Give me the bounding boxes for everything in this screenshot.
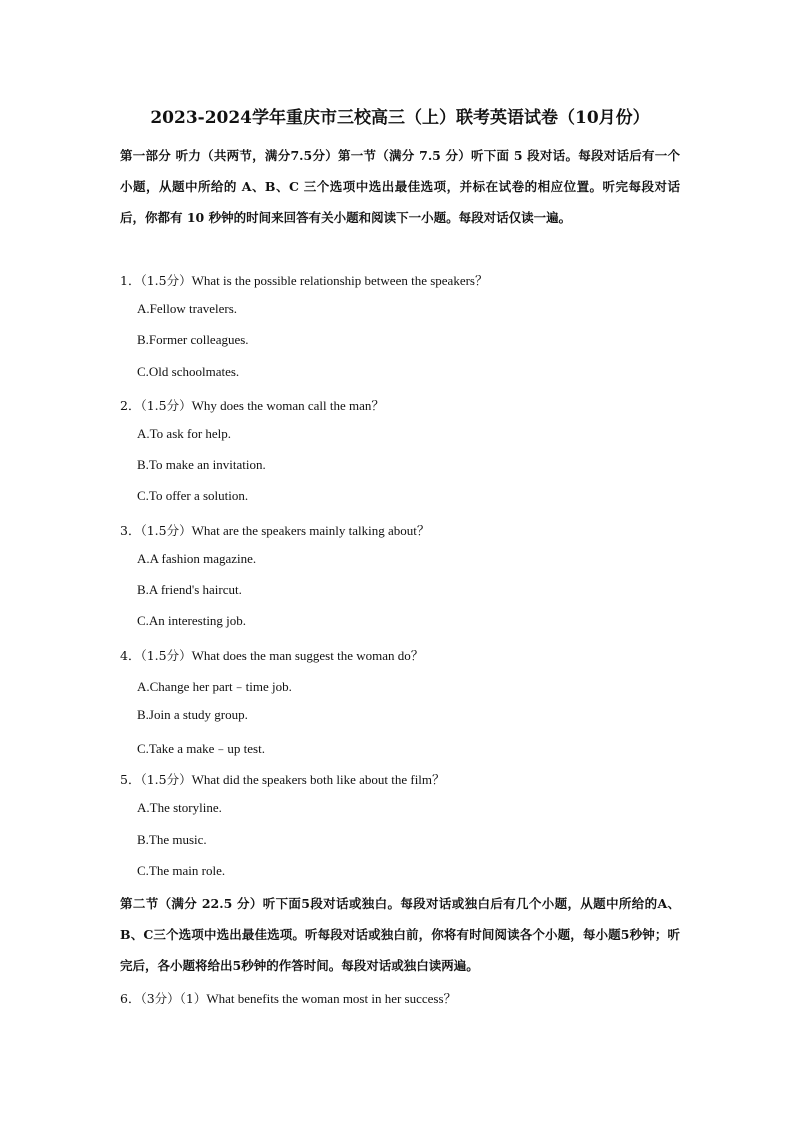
option-4b: B.Join a study group. [137, 707, 248, 722]
question-3 [120, 520, 430, 539]
section1-instructions: 第一部分 听力（共两节，满分7.5分）第一节（满分 7.5 分）听下面 5 段对话。每段对话后有一个小题，从题中所给的 A、B、C 三个选项中选出最佳选项，并标在试卷的相应位置。听完每段对话后，你都有 10 秒钟的时间来回答有关小题和阅读下一小题。每段对话仅读一遍。 [120, 148, 680, 225]
option-1a: A.Fellow travelers. [137, 301, 238, 316]
question-text: What does the man suggest the woman do？ [191, 648, 424, 663]
question-5 [120, 769, 445, 788]
option-5b: B.The music. [137, 832, 207, 847]
page-title: 2023-2024学年重庆市三校高三（上）联考英语试卷（10月份） [150, 108, 650, 128]
question-number: 1．（1.5分） [120, 273, 192, 288]
question-text: Why does the woman call the man？ [191, 398, 385, 413]
question-2 [120, 395, 384, 414]
option-3a: A.A fashion magazine. [137, 551, 257, 566]
question-6 [120, 988, 457, 1007]
question-text: What benefits the woman most in her success？ [206, 991, 457, 1006]
section2-instructions: 第二节（满分 22.5 分）听下面5段对话或独白。每段对话或独白后有几个小题，从题中所给的A、B、C三个选项中选出最佳选项。听每段对话或独白前，你将有时间阅读各个小题，每小题5秒钟；听完后，各小题将给出5秒钟的作答时间。每段对话或独白读两遍。 [120, 896, 680, 973]
option-3b: B.A friend's haircut. [137, 582, 242, 597]
option-2b: B.To make an invitation. [137, 457, 266, 472]
option-5a: A.The storyline. [137, 800, 222, 815]
question-number: 2．（1.5分） [120, 398, 192, 413]
question-text: What are the speakers mainly talking about？ [191, 523, 430, 538]
question-text: What is the possible relationship between the speakers？ [191, 273, 488, 288]
question-text: What did the speakers both like about the film？ [191, 772, 446, 787]
option-1c: C.Old schoolmates. [137, 364, 240, 379]
option-2c: C.To offer a solution. [137, 488, 249, 503]
option-5c: C.The main role. [137, 863, 226, 878]
option-1b: B.Former colleagues. [137, 332, 249, 347]
question-1 [120, 270, 488, 289]
option-2a: A.To ask for help. [137, 426, 232, 441]
option-4c: C.Take a make﹣up test. [137, 741, 265, 756]
question-number: 6．（3分）（1） [120, 991, 207, 1006]
option-4a: A.Change her part﹣time job. [137, 679, 292, 694]
question-number: 3．（1.5分） [120, 523, 192, 538]
question-4 [120, 645, 424, 664]
option-3c: C.An interesting job. [137, 613, 247, 628]
question-number: 5．（1.5分） [120, 772, 192, 787]
question-number: 4．（1.5分） [120, 648, 192, 663]
